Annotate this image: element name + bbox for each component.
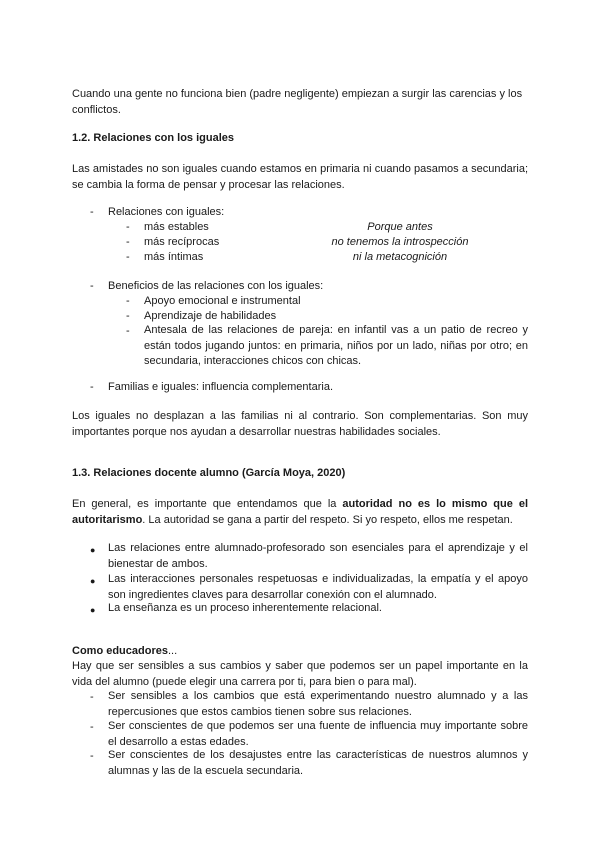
list1-note: Porque antes	[367, 221, 433, 233]
list2-item: Antesala de las relaciones de pareja: en infantil vas a un patio de recreo y están todos jugando juntos: en primaria, niños por un lado, niñas por otro; en secundaria, interacciones chicos con chicas.	[144, 324, 528, 367]
section-13-bullet: Las interacciones personales respetuosas e individualizadas, la empatía y el apoyo son ingredientes claves para desarrollar conexión con el alumnado.	[108, 573, 528, 601]
list1-note: no tenemos la introspección	[331, 236, 469, 248]
educators-item: Ser conscientes de los desajustes entre las características de nuestros alumnos y alumnas y las de la escuela secundaria.	[108, 749, 528, 777]
list1-note: ni la metacognición	[352, 251, 448, 263]
educators-item: Ser conscientes de que podemos ser una fuente de influencia muy importante sobre el desarrollo a estas edades.	[108, 720, 528, 748]
bullet-dot: ●	[90, 576, 96, 586]
educators-heading-bold: Como educadores	[72, 645, 168, 657]
list-dash: -	[90, 280, 94, 292]
list2-item: Aprendizaje de habilidades	[144, 310, 277, 322]
list-dash: -	[90, 750, 94, 762]
list1-item: más estables	[144, 221, 209, 233]
list-dash: -	[90, 721, 94, 733]
bullet-dot: ●	[90, 545, 96, 555]
section-13-para-end: . La autoridad se gana a partir del respeto. Si yo respeto, ellos me respetan.	[142, 513, 513, 526]
section-13-bullet: Las relaciones entre alumnado-profesorado son esenciales para el aprendizaje y el bienestar de ambos.	[108, 542, 528, 570]
educators-paragraph: Hay que ser sensibles a sus cambios y saber que podemos ser un papel importante en la vida del alumno (puede elegir una carrera por ti, para bien o para mal).	[72, 660, 528, 688]
section-13-para-start: En general, es importante que entendamos que la	[72, 498, 343, 510]
list1-label: Relaciones con iguales:	[108, 206, 225, 218]
list-dash: -	[90, 206, 94, 218]
section-13-para-bold: autoridad no es lo mismo que el autoritarismo	[72, 498, 528, 526]
list2-item: Apoyo emocional e instrumental	[144, 295, 301, 307]
sub-dash: -	[126, 236, 130, 248]
educators-heading-suffix: ...	[167, 645, 178, 657]
list1-item: más recíprocas	[144, 236, 220, 248]
bullet-dot: ●	[90, 605, 96, 615]
sub-dash: -	[126, 221, 130, 233]
list-dash: -	[90, 691, 94, 703]
list-dash: -	[90, 381, 94, 393]
sub-dash: -	[126, 310, 130, 322]
educators-heading	[72, 644, 177, 659]
section-12-paragraph: Las amistades no son iguales cuando estamos en primaria ni cuando pasamos a secundaria; se cambia la forma de pensar y procesar las relaciones.	[72, 163, 528, 191]
list2-label: Beneficios de las relaciones con los iguales:	[108, 280, 324, 292]
section-13-heading: 1.3. Relaciones docente alumno (García Moya, 2020)	[72, 467, 346, 479]
sub-dash: -	[126, 251, 130, 263]
section-12-heading: 1.2. Relaciones con los iguales	[72, 132, 235, 144]
list1-item: más íntimas	[144, 251, 204, 263]
section-12-closing: Los iguales no desplazan a las familias ni al contrario. Son complementarias. Son muy importantes porque nos ayudan a desarrollar nuestras habilidades sociales.	[72, 410, 528, 438]
list3-label: Familias e iguales: influencia complementaria.	[108, 381, 333, 393]
intro-paragraph: Cuando una gente no funciona bien (padre negligente) empiezan a surgir las carencias y los conflictos.	[72, 88, 523, 116]
educators-item: Ser sensibles a los cambios que está experimentando nuestro alumnado y a las repercusiones que estos cambios tienen sobre sus relaciones.	[108, 690, 528, 718]
sub-dash: -	[126, 325, 130, 337]
section-13-paragraph	[72, 497, 528, 528]
section-13-bullet: La enseñanza es un proceso inherentemente relacional.	[108, 602, 382, 614]
sub-dash: -	[126, 295, 130, 307]
